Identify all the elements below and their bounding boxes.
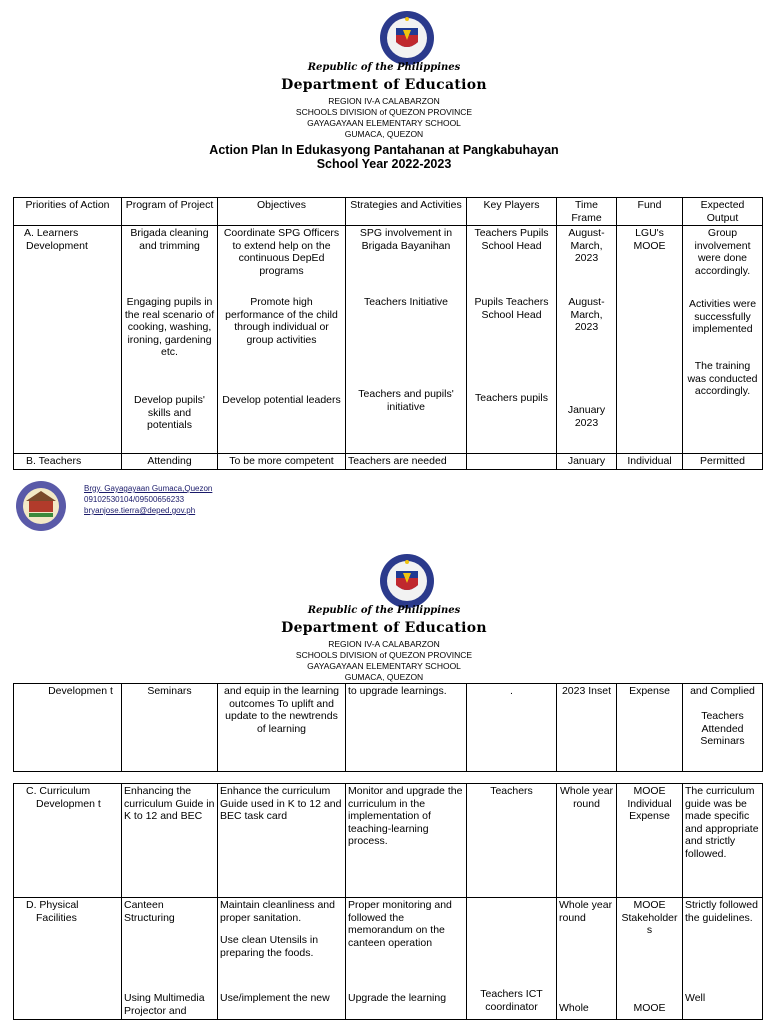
school-label: GAYAGAYAAN ELEMENTARY SCHOOL	[307, 118, 461, 128]
cell-program: Seminars	[122, 684, 218, 772]
row-physical-facilities	[14, 898, 763, 1020]
cell-strategies: Teachers are needed	[346, 454, 467, 470]
department-title: Department of Education	[281, 620, 487, 636]
town-label: GUMACA, QUEZON	[344, 672, 424, 682]
school-logo	[12, 480, 70, 532]
footer-address: Brgy. Gayagayaan Gumaca,Quezon	[84, 484, 213, 493]
cell-program: Attending	[122, 454, 218, 470]
cell-fund: MOOE Individual Expense	[617, 784, 683, 898]
row-learners-development	[14, 226, 763, 454]
plan-title: Action Plan In Edukasyong Pantahanan at Pangkabuhayan	[209, 143, 559, 157]
action-plan-table-page2-bottom	[13, 783, 763, 1020]
cell-priority: D. Physical Facilities	[14, 898, 122, 1020]
col-key-players: Key Players	[467, 198, 557, 226]
republic-label: Republic of the Philippines	[307, 62, 461, 73]
cell-key-players: Teachers	[467, 784, 557, 898]
cell-time-frame: August-March, 2023 August-March, 2023 January 2023	[557, 226, 617, 454]
cell-objectives: Coordinate SPG Officers to extend help on the continuous DepEd programs Promote high performance of the child through individual or group activities Develop potential leaders	[218, 226, 346, 454]
cell-key-players: Teachers ICT coordinator	[467, 898, 557, 1020]
school-year: School Year 2022-2023	[316, 157, 452, 171]
cell-program: Enhancing the curriculum Guide in K to 12 and BEC	[122, 784, 218, 898]
col-expected-output: Expected Output	[683, 198, 763, 226]
cell-fund: Individual	[617, 454, 683, 470]
region-label: REGION IV-A CALABARZON	[328, 639, 440, 649]
row-curriculum-development	[14, 784, 763, 898]
town-label: GUMACA, QUEZON	[344, 129, 424, 139]
col-priorities: Priorities of Action	[14, 198, 122, 226]
deped-seal	[370, 10, 444, 66]
cell-program: Brigada cleaning and trimming Engaging pupils in the real scenario of cooking, washing, ironing, gardening etc. Develop pupils' skills and potentials	[122, 226, 218, 454]
region-label: REGION IV-A CALABARZON	[328, 96, 440, 106]
cell-time-frame: Whole year round Whole	[557, 898, 617, 1020]
republic-label: Republic of the Philippines	[307, 605, 461, 616]
department-title: Department of Education	[281, 77, 487, 93]
cell-objectives: To be more competent	[218, 454, 346, 470]
col-strategies: Strategies and Activities	[346, 198, 467, 226]
school-label: GAYAGAYAAN ELEMENTARY SCHOOL	[307, 661, 461, 671]
header-row	[14, 198, 763, 226]
cell-time-frame: 2023 Inset	[557, 684, 617, 772]
row-teachers	[14, 454, 763, 470]
footer-phones: 09102530104/09500656233	[84, 495, 185, 504]
cell-strategies: SPG involvement in Brigada Bayanihan Teachers Initiative Teachers and pupils' initiative	[346, 226, 467, 454]
cell-priority: C. Curriculum Developmen t	[14, 784, 122, 898]
cell-strategies: to upgrade learnings.	[346, 684, 467, 772]
cell-time-frame: Whole year round	[557, 784, 617, 898]
col-fund: Fund	[617, 198, 683, 226]
cell-expected-output: Permitted	[683, 454, 763, 470]
col-time-frame: Time Frame	[557, 198, 617, 226]
footer-email[interactable]: bryanjose.tierra@deped.gov.ph	[84, 506, 196, 515]
cell-priority: A. Learners Development	[14, 226, 122, 454]
cell-expected-output: Strictly followed the guidelines. Well	[683, 898, 763, 1020]
deped-seal	[370, 553, 444, 609]
cell-time-frame: January	[557, 454, 617, 470]
action-plan-table-page2-top	[13, 683, 763, 772]
action-plan-table-page1	[13, 197, 763, 470]
cell-priority: Developmen t	[14, 684, 122, 772]
row-teachers-continued	[14, 684, 763, 772]
cell-fund: MOOE Stakeholder s MOOE	[617, 898, 683, 1020]
cell-key-players: Teachers Pupils School Head Pupils Teachers School Head Teachers pupils	[467, 226, 557, 454]
cell-key-players: .	[467, 684, 557, 772]
cell-strategies: Proper monitoring and followed the memorandum on the canteen operation Upgrade the learning	[346, 898, 467, 1020]
cell-objectives: Enhance the curriculum Guide used in K to 12 and BEC task card	[218, 784, 346, 898]
cell-expected-output: The curriculum guide was be made specific and appropriate and strictly followed.	[683, 784, 763, 898]
col-objectives: Objectives	[218, 198, 346, 226]
cell-strategies: Monitor and upgrade the curriculum in the implementation of teaching-learning process.	[346, 784, 467, 898]
division-label: SCHOOLS DIVISION of QUEZON PROVINCE	[295, 650, 473, 660]
cell-key-players	[467, 454, 557, 470]
cell-expected-output: and Complied Teachers Attended Seminars	[683, 684, 763, 772]
division-label: SCHOOLS DIVISION of QUEZON PROVINCE	[295, 107, 473, 117]
cell-objectives: Maintain cleanliness and proper sanitation. Use clean Utensils in preparing the foods. Use/implement the new	[218, 898, 346, 1020]
cell-program: Canteen Structuring Using Multimedia Projector and	[122, 898, 218, 1020]
col-program: Program of Project	[122, 198, 218, 226]
cell-fund: Expense	[617, 684, 683, 772]
cell-objectives: and equip in the learning outcomes To uplift and update to the newtrends of learning	[218, 684, 346, 772]
cell-expected-output: Group involvement were done accordingly. Activities were successfully implemented The training was conducted accordingly.	[683, 226, 763, 454]
cell-priority: B. Teachers	[14, 454, 122, 470]
cell-fund: LGU's MOOE	[617, 226, 683, 454]
